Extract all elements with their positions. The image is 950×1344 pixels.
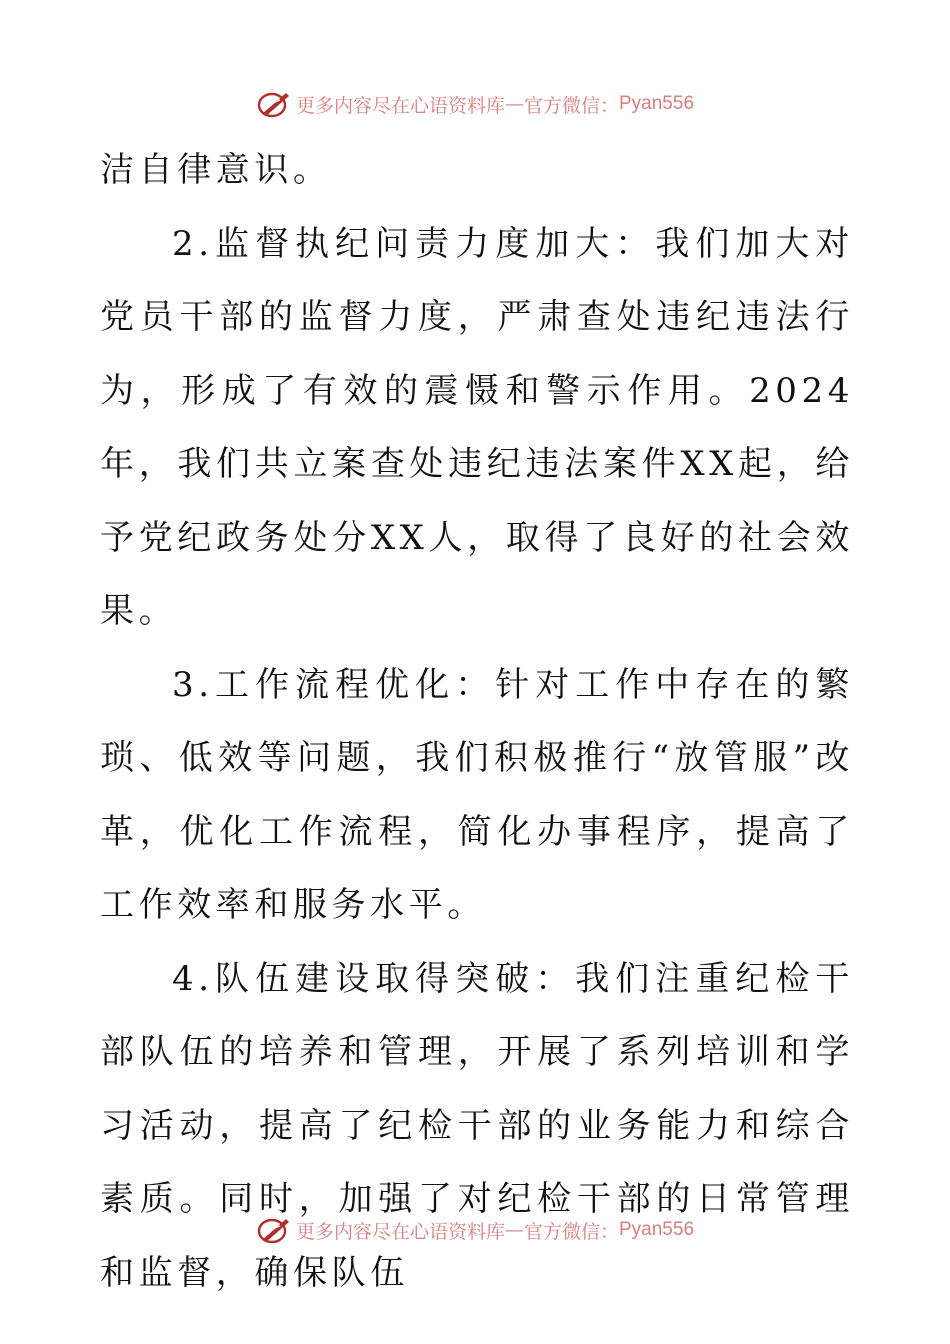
watermark-label: 官方微信： <box>523 1220 619 1243</box>
watermark-separator: — <box>504 1219 524 1241</box>
watermark-separator: — <box>504 93 524 115</box>
paragraph-continuation: 洁自律意识。 <box>100 150 332 190</box>
watermark-text: 更多内容尽在心语资料库 <box>295 1220 505 1243</box>
paragraph-item-3: 3.工作流程优化：针对工作中存在的繁琐、低效等问题，我们积极推行“放管服”改革，优化工作流程，简化办事程序，提高了工作效率和服务水平。 <box>100 664 854 925</box>
watermark-text: 更多内容尽在心语资料库 <box>295 94 505 117</box>
watermark-wechat-id: Pyan556 <box>619 93 695 114</box>
header-watermark <box>0 84 950 124</box>
footer-watermark <box>0 1210 950 1250</box>
quill-logo-icon <box>256 88 292 120</box>
document-body <box>100 134 854 1310</box>
watermark-label: 官方微信： <box>523 94 619 117</box>
paragraph-item-2: 2.监督执纪问责力度加大：我们加大对党员干部的监督力度，严肃查处违纪违法行为，形成了有效的震慑和警示作用。2024年，我们共立案查处违纪违法案件XX起，给予党纪政务处分XX人，取得了良好的社会效果。 <box>100 223 854 631</box>
paragraph-item-4: 4.队伍建设取得突破：我们注重纪检干部队伍的培养和管理，开展了系列培训和学习活动，提高了纪检干部的业务能力和综合素质。同时，加强了对纪检干部的日常管理和监督，确保队伍 <box>100 958 854 1293</box>
watermark-wechat-id: Pyan556 <box>619 1219 695 1240</box>
quill-logo-icon <box>256 1214 292 1246</box>
